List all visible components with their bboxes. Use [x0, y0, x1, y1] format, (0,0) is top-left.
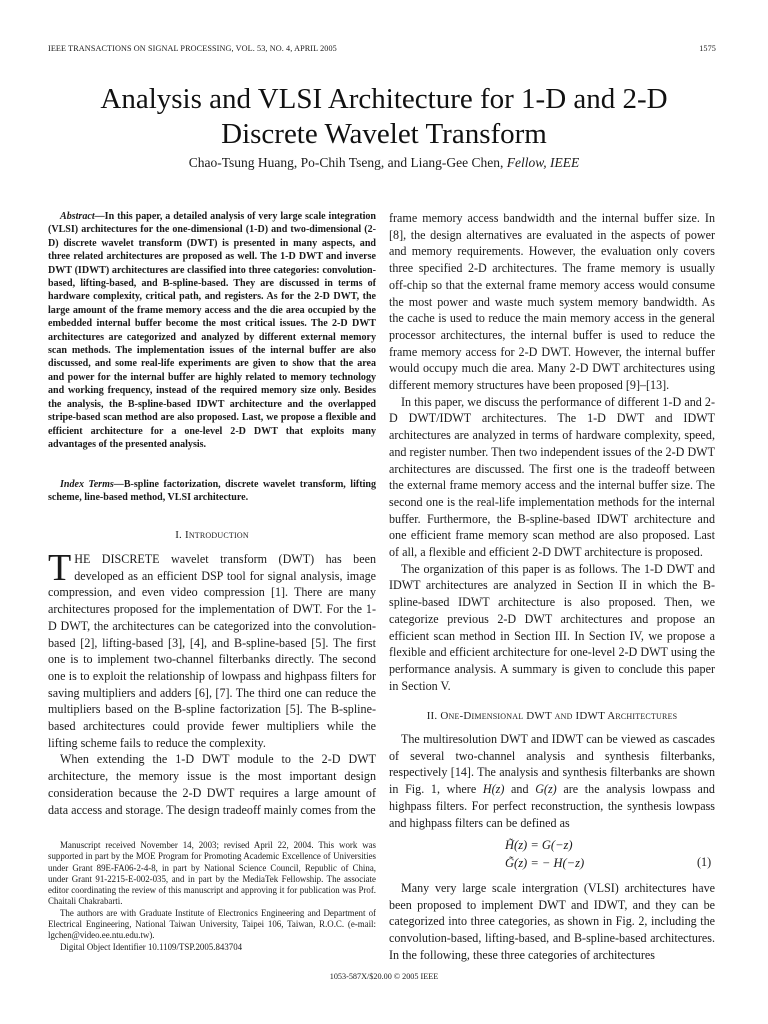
- paper-title: [0, 82, 768, 152]
- footnote-affiliation: The authors are with Graduate Institute of Electronics Engineering and Department of Electrical Engineering, National Taiwan University, Taipei 106, Taiwan, R.O.C. (e-mail: lgchen@video.ee.ntu.edu.tw).: [48, 907, 376, 941]
- footnote-doi: Digital Object Identifier 10.1109/TSP.2005.843704: [60, 941, 243, 952]
- index-terms: [48, 478, 376, 505]
- right-column-body: [389, 210, 715, 694]
- equation-line-2: G̃(z) = − H(−z): [505, 856, 585, 870]
- running-header: IEEE TRANSACTIONS ON SIGNAL PROCESSING, VOL. 53, NO. 4, APRIL 2005: [48, 44, 337, 53]
- author-suffix: Fellow, IEEE: [506, 155, 580, 170]
- equation-1: [505, 836, 584, 872]
- author-list: [0, 155, 768, 171]
- abstract: [48, 210, 376, 451]
- section1-title: Introduction: [184, 529, 249, 541]
- title-line-1: Analysis and VLSI Architecture for 1-D and 2-D: [100, 83, 668, 115]
- section-heading-1d-dwt: [389, 710, 715, 722]
- equation-number: (1): [697, 855, 712, 869]
- section2-paragraph-1a: The multiresolution DWT and IDWT can be viewed as cascades of several two-channel analysis and synthesis filterbanks, respectively [14]. The analysis and synthesis filterbanks are shown in Fig. 1, where: [389, 732, 715, 797]
- intro-paragraph-1: HE DISCRETE wavelet transform (DWT) has been developed as an efficient DSP tool for signal analysis, image compression, and even video compression [1]. There are many architectures proposed for the implementation of DWT. For the 1-D DWT, the architectures can be categorized into the convolution-based [2], lifting-based [3], [4], and B-spline-based [5]. The first one is to implement two-channel filterbanks directly. The second one is to exploit the relationship of lowpass and highpass filters for saving multipliers and adders [6], [7]. The third one can reduce the multipliers based on the B-spline factorization [5]. The B-spline-based architectures could provide fewer multipliers while the lifting scheme fails to reduce the complexity.: [48, 552, 376, 750]
- index-terms-text: B-spline factorization, discrete wavelet transform, lifting scheme, line-based method, VLSI architecture.: [48, 479, 376, 504]
- index-terms-label: Index Terms—: [60, 479, 124, 490]
- page-number: 1575: [699, 44, 716, 53]
- copyright-footer: 1053-587X/$20.00 © 2005 IEEE: [329, 972, 439, 981]
- section2-paragraph-1b: are the analysis lowpass and highpass filters. For perfect reconstruction, the synthesis lowpass and highpass filters can be defined as: [389, 782, 715, 830]
- right-paragraph-1: frame memory access bandwidth and the internal buffer size. In [8], the design alternatives are evaluated in the aspects of power and memory requirements. However, the evaluation only covers three specified 2-D architectures. The frame memory is usually off-chip so that the external frame memory access would consume the most power and waste much system memory bandwidth. As the cache is used to reduce the main memory access in the general processor architectures, the internal buffer is used to reduce the frame memory access for 2-D DWT. However, the internal buffer would occupy much die area. Many 2-D DWT architectures using different memory structures have been proposed [9]–[13].: [389, 211, 715, 393]
- symbol-Hz: H(z): [482, 782, 505, 797]
- section2-number: II.: [426, 710, 438, 722]
- section2-title: One-Dimensional DWT and IDWT Architectures: [440, 710, 678, 722]
- introduction-body: [48, 547, 376, 818]
- section2-body-continued: [389, 880, 715, 964]
- footnote-manuscript: Manuscript received November 14, 2003; revised April 22, 2004. This work was supported in part by the MOE Program for Promoting Academic Excellence of Universities under Grant 89E-FA06-2-4-8, in part by National Science Council, Republic of China, under Grant 91-2215-E-002-035, and in part by the MediaTek Fellowship. The associate editor coordinating the review of this manuscript and approving it for publication was Prof. Chaitali Chakrabarti.: [48, 840, 376, 907]
- word-and: and: [511, 782, 529, 797]
- section2-paragraph-2: Many very large scale intergration (VLSI) architectures have been proposed to implement DWT and IDWT, and they can be categorized into three categories, as shown in Fig. 2, including the convolution-based, lifting-based, and B-spline-based architectures. In the following, these three categories of architectures: [389, 881, 715, 962]
- title-line-2: Discrete Wavelet Transform: [221, 118, 547, 150]
- abstract-text: In this paper, a detailed analysis of very large scale integration (VLSI) architectures for the one-dimensional (1-D) and two-dimensional (2-D) discrete wavelet transform (DWT) is presented in many aspects, and three related architectures are proposed as well. The 1-D DWT and inverse DWT (IDWT) architectures are classified into three categories: convolution-based, lifting-based, and B-spline-based. They are discussed in terms of hardware complexity, critical path, and registers. As for the 2-D DWT, the large amount of the frame memory access and the die area occupied by the embedded internal buffer become the most critical issues. The 2-D DWT architectures are categorized and analyzed by different external memory scan methods. The implementation issues of the internal buffer are also discussed, and some real-life experiments are given to show that the area and power for the internal buffer are highly related to memory technology and working frequency, instead of the required memory size only. Besides the analysis, the B-spline-based IDWT architecture and the overlapped stripe-based scan method are also proposed. Last, we propose a flexible and efficient architecture for a one-level 2-D DWT that exploits many advantages of the presented analysis.: [48, 211, 376, 450]
- right-paragraph-3: The organization of this paper is as follows. The 1-D DWT and IDWT architectures are analyzed in Section II in which the B-spline-based IDWT architecture is also proposed. Then, we categorize previous 2-D DWT architectures and propose an efficient scan method in Section III. In Section IV, we propose a flexible and efficient architecture for one-level 2-D DWT using the performance analysis. A summary is given to conclude this paper in Section V.: [389, 561, 715, 693]
- section1-number: I.: [175, 529, 183, 541]
- symbol-Gz: G(z): [535, 782, 557, 797]
- footnote: [48, 840, 376, 953]
- right-paragraph-2: In this paper, we discuss the performance of different 1-D and 2-D DWT/IDWT architectures. The 1-D DWT and IDWT architectures are analyzed in terms of hardware complexity, speed, and register number. Then two independent issues of the 2-D DWT architectures are discussed. The first one is the tradeoff between the external frame memory access and the internal buffer size. The second one is the real-life implementation methods for the internal buffer. Furthermore, the B-spline-based IDWT architecture and one efficient frame memory scan method are also proposed. Last of all, a flexible and efficient 2-D DWT architecture is proposed.: [389, 394, 715, 560]
- section2-body: [389, 731, 715, 831]
- drop-cap: T: [48, 547, 72, 589]
- abstract-label: Abstract—: [60, 211, 105, 222]
- author-names: Chao-Tsung Huang, Po-Chih Tseng, and Liang-Gee Chen,: [188, 155, 504, 170]
- section-heading-introduction: [48, 529, 376, 541]
- intro-paragraph-2: When extending the 1-D DWT module to the 2-D DWT architecture, the memory issue is the most important design consideration because the 2-D DWT requires a large amount of data access and storage. The design tradeoff mainly comes from the: [48, 752, 376, 817]
- equation-line-1: H̃(z) = G(−z): [505, 838, 573, 852]
